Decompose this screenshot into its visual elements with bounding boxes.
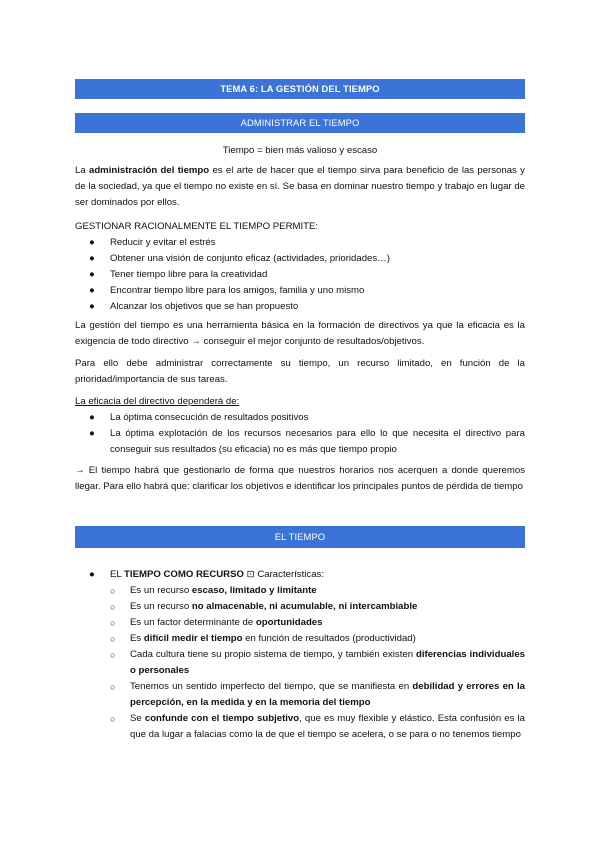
eficacia-list [75,410,525,458]
section-header-tiempo: EL TIEMPO [75,526,525,548]
list-item: ● La óptima consecución de resultados positivos [75,410,525,426]
list-item: ○ Es un recurso escaso, limitado y limitante [75,583,525,599]
list-item: ● Tener tiempo libre para la creatividad [75,267,525,283]
administrar-paragraph: Para ello debe administrar correctamente su tiempo, un recurso limitado, en función de la prioridad/importancia de sus tareas. [75,358,525,385]
bullet-icon: ● [89,269,95,280]
caracteristicas-list [75,583,525,743]
bullet-icon: ● [89,412,95,423]
bullet-icon: ● [89,285,95,296]
circle-bullet-icon: ○ [110,682,116,692]
circle-bullet-icon: ○ [110,586,116,596]
permite-list [75,235,525,315]
bullet-icon: ● [89,301,95,312]
bullet-icon: ● [89,237,95,248]
intro-post: es el arte de hacer que el tiempo sirva para beneficio de las personas y de la sociedad, ya que el tiempo no existe en sí. Se basa en dominar nuestro tiempo y trabajo en lugar de ser dominados por ellos. [75,165,525,208]
list-item: ● Alcanzar los objetivos que se han propuesto [75,299,525,315]
list-item: ○ Es un factor determinante de oportunidades [75,615,525,631]
intro-pre: La [75,165,89,176]
eficacia-heading [75,394,525,410]
intro-bold: administración del tiempo [88,165,210,176]
bullet-icon: ● [89,428,95,439]
list-item: ● Reducir y evitar el estrés [75,235,525,251]
list-item: ● Encontrar tiempo libre para los amigos, familia y uno mismo [75,283,525,299]
list-item: ● Obtener una visión de conjunto eficaz (actividades, prioridades…) [75,251,525,267]
formula-line: Tiempo = bien más valioso y escaso [222,145,378,156]
circle-bullet-icon: ○ [110,634,116,644]
permite-heading: GESTIONAR RACIONALMENTE EL TIEMPO PERMITE: [75,221,319,232]
tiempo-paragraph: → El tiempo habrá que gestionarlo de forma que nuestros horarios nos acerquen a donde queremos llegar. Para ello habrá que: clarificar los objetivos e identificar los principales puntos de pérdida de tiempo [75,465,525,492]
circle-bullet-icon: ○ [110,714,116,724]
list-item: ○ Es difícil medir el tiempo en función de resultados (productividad) [75,631,525,647]
intro-paragraph [75,163,525,211]
recurso-section [75,567,525,743]
list-item: ○ Es un recurso no almacenable, ni acumulable, ni intercambiable [75,599,525,615]
list-item: ● La óptima explotación de los recursos necesarios para ello lo que necesita el directivo para conseguir sus resultados (su eficacia) no es más que tiempo propio [89,428,525,455]
section-header-administrar: ADMINISTRAR EL TIEMPO [75,113,525,133]
recurso-item: ● EL TIEMPO COMO RECURSO ⊡ Características: [75,567,525,583]
circle-bullet-icon: ○ [110,650,116,660]
list-item: ○ Tenemos un sentido imperfecto del tiempo, que se manifiesta en debilidad y errores en la percepción, en la medida y en la memoria del tiempo [110,681,526,708]
page-title: TEMA 6: LA GESTIÓN DEL TIEMPO [75,79,525,99]
bullet-icon: ● [89,569,95,580]
circle-bullet-icon: ○ [110,618,116,628]
eficacia-heading-text: La eficacia del directivo dependerá de: [75,396,240,407]
list-item: ○ Cada cultura tiene su propio sistema de tiempo, y también existen diferencias individuales o personales [110,649,525,676]
gestion-paragraph: La gestión del tiempo es una herramienta básica en la formación de directivos ya que la eficacia es la exigencia de todo directivo → conseguir el mejor conjunto de resultados/objetivos. [75,320,525,347]
list-item: ○ Se confunde con el tiempo subjetivo, que es muy flexible y elástico. Esta confusión es la que da lugar a falacias como la de que el tiempo se acelera, o se para o no tenemos tiempo [110,713,525,740]
bullet-icon: ● [89,253,95,264]
circle-bullet-icon: ○ [110,602,116,612]
